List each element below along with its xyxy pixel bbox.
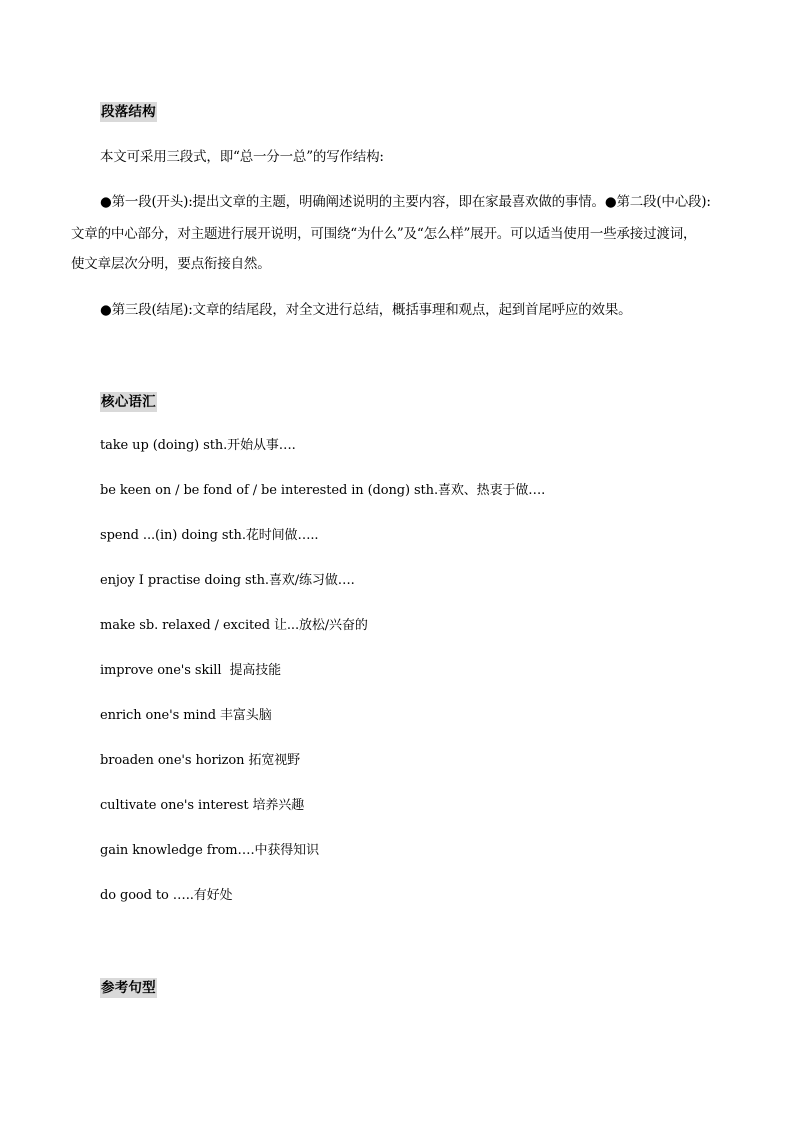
structure-para2: ●第三段(结尾):文章的结尾段，对全文进行总结，概括事理和观点，起到首尾呼应的效果。 (100, 302, 632, 318)
vocab-item: gain knowledge from….中获得知识 (100, 843, 319, 858)
structure-intro: 本文可采用三段式，即“总一分一总”的写作结构: (100, 149, 384, 165)
vocab-item: do good to …..有好处 (100, 888, 233, 903)
structure-para1-line2: 文章的中心部分，对主题进行展开说明，可围绕“为什么”及“怎么样”展开。可以适当使用一些承接过渡词， (71, 226, 697, 242)
vocab-item: broaden one's horizon 拓宽视野 (100, 753, 301, 768)
section-heading-sentences: 参考句型 (101, 980, 156, 996)
section-heading-structure: 段落结构 (101, 104, 156, 120)
vocab-item: enrich one's mind 丰富头脑 (100, 708, 272, 723)
vocab-item: enjoy I practise doing sth.喜欢/练习做…. (100, 573, 355, 588)
vocab-item: cultivate one's interest 培养兴趣 (100, 798, 305, 813)
vocab-item: take up (doing) sth.开始从事…. (100, 438, 296, 453)
vocab-item: make sb. relaxed / excited 让...放松/兴奋的 (100, 618, 368, 633)
vocab-item: spend ...(in) doing sth.花时间做….. (100, 528, 319, 543)
section-heading-vocabulary: 核心语汇 (101, 394, 156, 410)
structure-para1-line3: 使文章层次分明，要点衔接自然。 (71, 256, 271, 272)
vocab-item: be keen on / be fond of / be interested in (dong) sth.喜欢、热衷于做…. (100, 483, 546, 498)
structure-para1-line1: ●第一段(开头):提出文章的主题，明确阐述说明的主要内容，即在家最喜欢做的事情。●第二段(中心段): (100, 194, 711, 210)
vocab-item: improve one's skill 提高技能 (100, 663, 282, 678)
